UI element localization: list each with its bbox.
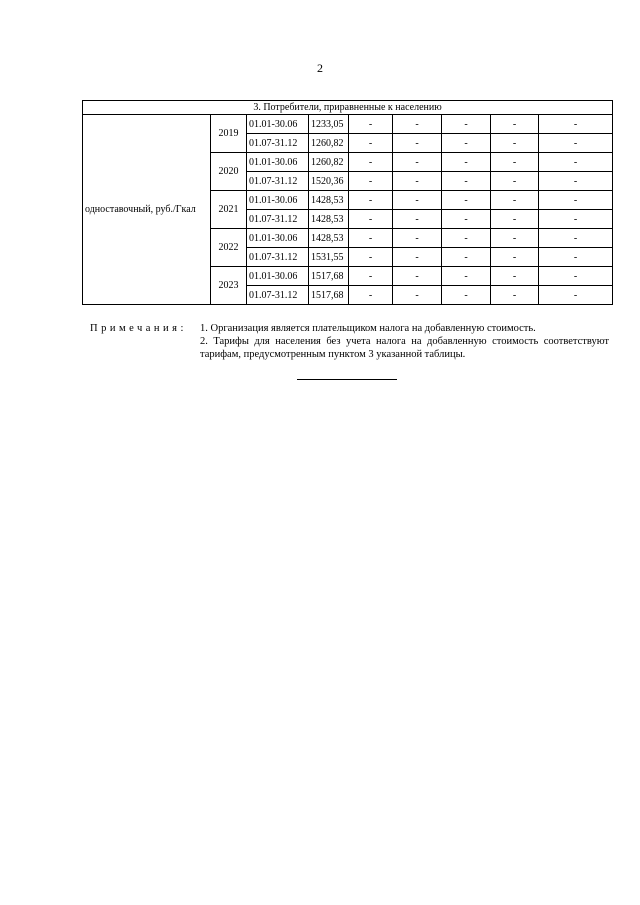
empty-value-cell: -	[349, 286, 393, 305]
empty-value-cell: -	[442, 134, 491, 153]
page-number: 2	[317, 61, 323, 75]
empty-value-cell: -	[393, 286, 442, 305]
empty-value-cell: -	[349, 248, 393, 267]
value-cell: 1428,53	[309, 191, 349, 210]
period-cell: 01.01-30.06	[247, 153, 309, 172]
value-cell: 1233,05	[309, 115, 349, 134]
empty-value-cell: -	[442, 286, 491, 305]
period-cell: 01.07-31.12	[247, 172, 309, 191]
empty-value-cell: -	[393, 115, 442, 134]
year-cell: 2019	[211, 115, 247, 153]
empty-value-cell: -	[393, 172, 442, 191]
empty-value-cell: -	[539, 229, 613, 248]
separator-line	[297, 379, 397, 380]
empty-value-cell: -	[349, 210, 393, 229]
empty-value-cell: -	[539, 267, 613, 286]
period-cell: 01.07-31.12	[247, 286, 309, 305]
period-cell: 01.01-30.06	[247, 267, 309, 286]
empty-value-cell: -	[393, 267, 442, 286]
year-cell: 2020	[211, 153, 247, 191]
empty-value-cell: -	[393, 229, 442, 248]
empty-value-cell: -	[349, 115, 393, 134]
empty-value-cell: -	[442, 248, 491, 267]
empty-value-cell: -	[393, 191, 442, 210]
period-cell: 01.01-30.06	[247, 115, 309, 134]
empty-value-cell: -	[442, 172, 491, 191]
value-cell: 1260,82	[309, 134, 349, 153]
tariff-table	[82, 100, 613, 305]
empty-value-cell: -	[393, 248, 442, 267]
note-item: 2. Тарифы для населения без учета налога на добавленную стоимость соответствуют тарифам, предусмотренным пунктом 3 указанной таблицы.	[200, 336, 609, 360]
period-cell: 01.01-30.06	[247, 191, 309, 210]
year-cell: 2023	[211, 267, 247, 305]
notes-body	[200, 322, 609, 361]
empty-value-cell: -	[442, 115, 491, 134]
value-cell: 1428,53	[309, 210, 349, 229]
year-cell: 2021	[211, 191, 247, 229]
empty-value-cell: -	[491, 115, 539, 134]
empty-value-cell: -	[491, 153, 539, 172]
empty-value-cell: -	[349, 267, 393, 286]
empty-value-cell: -	[442, 191, 491, 210]
value-cell: 1531,55	[309, 248, 349, 267]
empty-value-cell: -	[393, 134, 442, 153]
empty-value-cell: -	[393, 210, 442, 229]
note-item: 1. Организация является плательщиком налога на добавленную стоимость.	[200, 323, 536, 334]
empty-value-cell: -	[491, 134, 539, 153]
empty-value-cell: -	[349, 134, 393, 153]
empty-value-cell: -	[442, 153, 491, 172]
empty-value-cell: -	[349, 153, 393, 172]
value-cell: 1520,36	[309, 172, 349, 191]
empty-value-cell: -	[539, 153, 613, 172]
empty-value-cell: -	[539, 172, 613, 191]
empty-value-cell: -	[442, 229, 491, 248]
empty-value-cell: -	[539, 286, 613, 305]
section-header: 3. Потребители, приравненные к населению	[83, 101, 613, 115]
empty-value-cell: -	[349, 229, 393, 248]
empty-value-cell: -	[442, 210, 491, 229]
period-cell: 01.01-30.06	[247, 229, 309, 248]
year-cell: 2022	[211, 229, 247, 267]
empty-value-cell: -	[539, 191, 613, 210]
empty-value-cell: -	[491, 172, 539, 191]
empty-value-cell: -	[442, 267, 491, 286]
empty-value-cell: -	[491, 248, 539, 267]
table-row	[83, 115, 613, 134]
value-cell: 1260,82	[309, 153, 349, 172]
notes-label: Примечания:	[90, 323, 187, 334]
empty-value-cell: -	[539, 248, 613, 267]
value-cell: 1517,68	[309, 267, 349, 286]
section-header-row	[83, 101, 613, 115]
empty-value-cell: -	[491, 210, 539, 229]
value-cell: 1517,68	[309, 286, 349, 305]
value-cell: 1428,53	[309, 229, 349, 248]
empty-value-cell: -	[349, 172, 393, 191]
empty-value-cell: -	[491, 286, 539, 305]
period-cell: 01.07-31.12	[247, 134, 309, 153]
empty-value-cell: -	[539, 134, 613, 153]
empty-value-cell: -	[539, 210, 613, 229]
tariff-type-cell: одноставочный, руб./Гкал	[83, 115, 211, 305]
empty-value-cell: -	[491, 267, 539, 286]
empty-value-cell: -	[491, 229, 539, 248]
period-cell: 01.07-31.12	[247, 248, 309, 267]
empty-value-cell: -	[393, 153, 442, 172]
period-cell: 01.07-31.12	[247, 210, 309, 229]
empty-value-cell: -	[349, 191, 393, 210]
empty-value-cell: -	[491, 191, 539, 210]
empty-value-cell: -	[539, 115, 613, 134]
